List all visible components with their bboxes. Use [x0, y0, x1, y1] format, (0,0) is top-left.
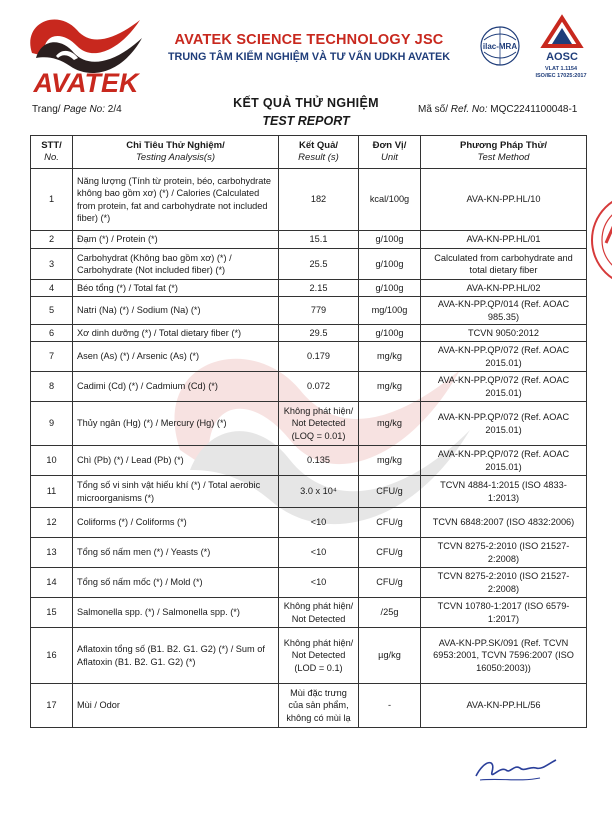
- cell-analysis: Asen (As) (*) / Arsenic (As) (*): [73, 342, 279, 372]
- table-row: [31, 402, 587, 446]
- cell-unit: g/100g: [359, 325, 421, 342]
- table-row: [31, 568, 587, 598]
- signature: [470, 752, 560, 788]
- header-result: Kết Quả/ Result (s): [279, 136, 359, 169]
- logo-text: AVATEK: [33, 68, 139, 96]
- ref-label-en: Ref. No:: [450, 104, 488, 115]
- cell-no: 13: [31, 538, 73, 568]
- cell-analysis: Carbohydrat (Không bao gồm xơ) (*) / Carbohydrate (Not included fiber) (*): [73, 249, 279, 280]
- cell-analysis: Tổng số nấm mốc (*) / Mold (*): [73, 568, 279, 598]
- table-row: [31, 231, 587, 249]
- vilat-code: VLAT 1.1154: [545, 66, 577, 72]
- ref-value: MQC2241100048-1: [490, 104, 578, 115]
- cell-result: 3.0 x 10⁴: [279, 476, 359, 508]
- company-subtitle: TRUNG TÂM KIỂM NGHIỆM VÀ TƯ VẤN UDKH AVATEK: [167, 51, 451, 63]
- cell-no: 11: [31, 476, 73, 508]
- table-row: [31, 476, 587, 508]
- table-row: [31, 169, 587, 231]
- cell-method: AVA-KN-PP.QP/014 (Ref. AOAC 985.35): [421, 297, 587, 325]
- company-name: AVATEK SCIENCE TECHNOLOGY JSC: [174, 32, 444, 48]
- cell-method: TCVN 8275-2:2010 (ISO 21527-2:2008): [421, 538, 587, 568]
- cell-result: Không phát hiện/ Not Detected: [279, 598, 359, 628]
- cell-unit: g/100g: [359, 249, 421, 280]
- cell-no: 8: [31, 372, 73, 402]
- cell-method: AVA-KN-PP.QP/072 (Ref. AOAC 2015.01): [421, 446, 587, 476]
- cell-result: Không phát hiện/ Not Detected (LOD = 0.1): [279, 628, 359, 684]
- cell-analysis: Tổng số vi sinh vật hiếu khí (*) / Total aerobic microorganisms (*): [73, 476, 279, 508]
- cell-no: 4: [31, 280, 73, 297]
- aosc-label: AOSC: [546, 51, 578, 63]
- table-row: [31, 446, 587, 476]
- cell-unit: CFU/g: [359, 476, 421, 508]
- cell-unit: mg/kg: [359, 372, 421, 402]
- cell-no: 1: [31, 169, 73, 231]
- ref-label-vn: Mã số/: [418, 104, 449, 115]
- company-stamp-partial: [590, 185, 612, 295]
- cell-no: 2: [31, 231, 73, 249]
- cell-result: <10: [279, 568, 359, 598]
- cell-result: Không phát hiện/ Not Detected (LOQ = 0.01): [279, 402, 359, 446]
- table-row: [31, 249, 587, 280]
- table-row: [31, 628, 587, 684]
- cell-result: 25.5: [279, 249, 359, 280]
- cell-analysis: Natri (Na) (*) / Sodium (Na) (*): [73, 297, 279, 325]
- cell-no: 14: [31, 568, 73, 598]
- table-row: [31, 325, 587, 342]
- cell-no: 15: [31, 598, 73, 628]
- cell-method: TCVN 9050:2012: [421, 325, 587, 342]
- cell-unit: /25g: [359, 598, 421, 628]
- results-table: [30, 135, 587, 728]
- header-unit: Đơn Vị/ Unit: [359, 136, 421, 169]
- header-analysis: Chỉ Tiêu Thử Nghiệm/ Testing Analysis(s): [73, 136, 279, 169]
- cell-analysis: Năng lượng (Tính từ protein, béo, carbohydrate không bao gồm xơ) (*) / Calories (Calculated from protein, fat and carbohydrate not included fiber) (*): [73, 169, 279, 231]
- cell-no: 5: [31, 297, 73, 325]
- cell-result: 2.15: [279, 280, 359, 297]
- cell-method: AVA-KN-PP.QP/072 (Ref. AOAC 2015.01): [421, 342, 587, 372]
- cell-analysis: Coliforms (*) / Coliforms (*): [73, 508, 279, 538]
- table-row: [31, 538, 587, 568]
- cell-method: AVA-KN-PP.SK/091 (Ref. TCVN 6953:2001, TCVN 7596:2007 (ISO 16050:2003)): [421, 628, 587, 684]
- cell-unit: mg/kg: [359, 446, 421, 476]
- table-row: [31, 508, 587, 538]
- cell-unit: mg/kg: [359, 342, 421, 372]
- ilac-mra-logo: [474, 22, 526, 78]
- cell-method: AVA-KN-PP.HL/10: [421, 169, 587, 231]
- cell-result: Mùi đặc trưng của sản phẩm, không có mùi lạ: [279, 684, 359, 728]
- cell-result: <10: [279, 538, 359, 568]
- cell-unit: µg/kg: [359, 628, 421, 684]
- table-row: [31, 372, 587, 402]
- cell-unit: mg/100g: [359, 297, 421, 325]
- cell-no: 3: [31, 249, 73, 280]
- header-no: STT/ No.: [31, 136, 73, 169]
- cell-no: 16: [31, 628, 73, 684]
- cell-analysis: Béo tổng (*) / Total fat (*): [73, 280, 279, 297]
- cell-method: AVA-KN-PP.HL/02: [421, 280, 587, 297]
- page-value: 2/4: [107, 104, 122, 115]
- header-method: Phương Pháp Thử/ Test Method: [421, 136, 587, 169]
- table-row: [31, 342, 587, 372]
- cell-unit: kcal/100g: [359, 169, 421, 231]
- cell-analysis: Mùi / Odor: [73, 684, 279, 728]
- cell-analysis: Salmonella spp. (*) / Salmonella spp. (*): [73, 598, 279, 628]
- company-header: [150, 32, 468, 63]
- cell-no: 10: [31, 446, 73, 476]
- cell-method: TCVN 4884-1:2015 (ISO 4833-1:2013): [421, 476, 587, 508]
- cell-analysis: Tổng số nấm men (*) / Yeasts (*): [73, 538, 279, 568]
- cell-unit: CFU/g: [359, 568, 421, 598]
- avatek-logo: [22, 8, 150, 96]
- cell-no: 9: [31, 402, 73, 446]
- cell-method: AVA-KN-PP.HL/56: [421, 684, 587, 728]
- cell-no: 6: [31, 325, 73, 342]
- report-title: [200, 96, 412, 128]
- cell-analysis: Đạm (*) / Protein (*): [73, 231, 279, 249]
- cell-method: AVA-KN-PP.HL/01: [421, 231, 587, 249]
- accreditation-text: [526, 66, 596, 80]
- page-number: [32, 104, 122, 115]
- table-header-row: [31, 136, 587, 169]
- page-label-en: Page No:: [63, 104, 106, 115]
- cell-method: AVA-KN-PP.QP/072 (Ref. AOAC 2015.01): [421, 372, 587, 402]
- cell-method: TCVN 10780-1:2017 (ISO 6579-1:2017): [421, 598, 587, 628]
- ilac-label: ilac-MRA: [482, 42, 518, 51]
- cell-analysis: Chì (Pb) (*) / Lead (Pb) (*): [73, 446, 279, 476]
- cell-result: 182: [279, 169, 359, 231]
- cell-unit: CFU/g: [359, 508, 421, 538]
- table-row: [31, 598, 587, 628]
- cell-result: 0.072: [279, 372, 359, 402]
- cell-method: Calculated from carbohydrate and total dietary fiber: [421, 249, 587, 280]
- cell-analysis: Thủy ngân (Hg) (*) / Mercury (Hg) (*): [73, 402, 279, 446]
- cell-method: TCVN 6848:2007 (ISO 4832:2006): [421, 508, 587, 538]
- cell-analysis: Aflatoxin tổng số (B1. B2. G1. G2) (*) / Sum of Aflatoxin (B1. B2. G1. G2) (*): [73, 628, 279, 684]
- cell-unit: -: [359, 684, 421, 728]
- cell-unit: CFU/g: [359, 538, 421, 568]
- cell-unit: g/100g: [359, 280, 421, 297]
- iso-standard: ISO/IEC 17025:2017: [535, 73, 587, 79]
- reference-number: [418, 104, 577, 115]
- cell-result: <10: [279, 508, 359, 538]
- cell-unit: g/100g: [359, 231, 421, 249]
- cell-result: 29.5: [279, 325, 359, 342]
- table-row: [31, 297, 587, 325]
- cell-result: 15.1: [279, 231, 359, 249]
- table-row: [31, 684, 587, 728]
- cell-result: 0.135: [279, 446, 359, 476]
- cell-method: AVA-KN-PP.QP/072 (Ref. AOAC 2015.01): [421, 402, 587, 446]
- cell-result: 779: [279, 297, 359, 325]
- cell-unit: mg/kg: [359, 402, 421, 446]
- cell-no: 17: [31, 684, 73, 728]
- cell-result: 0.179: [279, 342, 359, 372]
- cell-no: 12: [31, 508, 73, 538]
- title-vn: KẾT QUẢ THỬ NGHIỆM: [233, 96, 379, 110]
- cell-analysis: Xơ dinh dưỡng (*) / Total dietary fiber (*): [73, 325, 279, 342]
- table-row: [31, 280, 587, 297]
- cell-analysis: Cadimi (Cd) (*) / Cadmium (Cd) (*): [73, 372, 279, 402]
- title-en: TEST REPORT: [262, 114, 350, 128]
- cell-method: TCVN 8275-2:2010 (ISO 21527-2:2008): [421, 568, 587, 598]
- cell-no: 7: [31, 342, 73, 372]
- page-label-vn: Trang/: [32, 104, 61, 115]
